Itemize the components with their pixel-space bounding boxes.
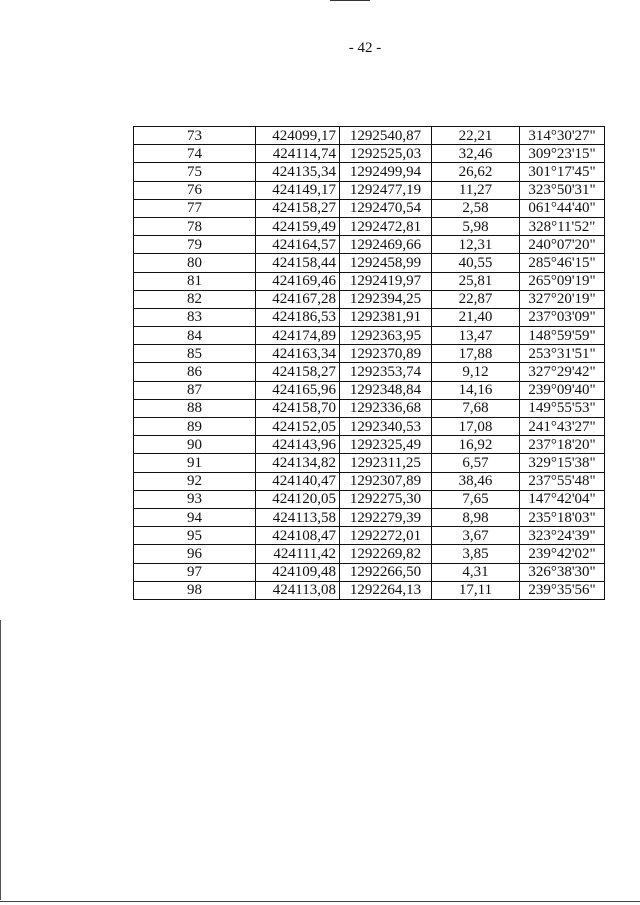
distance-cell: 3,67 xyxy=(432,527,520,545)
x-coordinate-cell: 424149,17 xyxy=(256,181,340,199)
y-coordinate-cell: 1292394,25 xyxy=(340,290,432,308)
table-row xyxy=(134,363,605,381)
point-number-cell: 81 xyxy=(134,272,256,290)
bearing-cell: 237°18'20" xyxy=(520,436,605,454)
point-number-cell: 78 xyxy=(134,217,256,235)
y-coordinate-cell: 1292470,54 xyxy=(340,199,432,217)
bearing-cell: 253°31'51" xyxy=(520,345,605,363)
x-coordinate-cell: 424158,44 xyxy=(256,254,340,272)
distance-cell: 4,31 xyxy=(432,563,520,581)
bearing-cell: 328°11'52" xyxy=(520,217,605,235)
x-coordinate-cell: 424169,46 xyxy=(256,272,340,290)
point-number-cell: 90 xyxy=(134,436,256,454)
table-row xyxy=(134,527,605,545)
x-coordinate-cell: 424158,27 xyxy=(256,199,340,217)
table-row xyxy=(134,436,605,454)
y-coordinate-cell: 1292266,50 xyxy=(340,563,432,581)
x-coordinate-cell: 424113,58 xyxy=(256,508,340,526)
bearing-cell: 147°42'04" xyxy=(520,490,605,508)
table-row xyxy=(134,290,605,308)
bearing-cell: 235°18'03" xyxy=(520,508,605,526)
table-row xyxy=(134,254,605,272)
bearing-cell: 149°55'53" xyxy=(520,399,605,417)
table-row xyxy=(134,381,605,399)
top-edge-line xyxy=(330,0,370,1)
page-number: - 42 - xyxy=(348,40,382,56)
y-coordinate-cell: 1292279,39 xyxy=(340,508,432,526)
table-row xyxy=(134,454,605,472)
point-number-cell: 94 xyxy=(134,508,256,526)
point-number-cell: 95 xyxy=(134,527,256,545)
point-number-cell: 97 xyxy=(134,563,256,581)
bearing-cell: 239°42'02" xyxy=(520,545,605,563)
bearing-cell: 323°50'31" xyxy=(520,181,605,199)
x-coordinate-cell: 424159,49 xyxy=(256,217,340,235)
bearing-cell: 241°43'27" xyxy=(520,418,605,436)
distance-cell: 9,12 xyxy=(432,363,520,381)
y-coordinate-cell: 1292472,81 xyxy=(340,217,432,235)
table-row xyxy=(134,345,605,363)
bearing-cell: 237°55'48" xyxy=(520,472,605,490)
coordinates-table-body xyxy=(134,127,605,600)
y-coordinate-cell: 1292311,25 xyxy=(340,454,432,472)
point-number-cell: 77 xyxy=(134,199,256,217)
point-number-cell: 80 xyxy=(134,254,256,272)
y-coordinate-cell: 1292419,97 xyxy=(340,272,432,290)
point-number-cell: 98 xyxy=(134,581,256,599)
bearing-cell: 326°38'30" xyxy=(520,563,605,581)
distance-cell: 5,98 xyxy=(432,217,520,235)
table-row xyxy=(134,163,605,181)
distance-cell: 7,68 xyxy=(432,399,520,417)
table-row xyxy=(134,418,605,436)
table-row xyxy=(134,127,605,145)
bearing-cell: 148°59'59" xyxy=(520,327,605,345)
distance-cell: 16,92 xyxy=(432,436,520,454)
page-bottom-edge-line xyxy=(0,901,640,902)
distance-cell: 7,65 xyxy=(432,490,520,508)
y-coordinate-cell: 1292325,49 xyxy=(340,436,432,454)
y-coordinate-cell: 1292275,30 xyxy=(340,490,432,508)
distance-cell: 2,58 xyxy=(432,199,520,217)
bearing-cell: 239°09'40" xyxy=(520,381,605,399)
distance-cell: 26,62 xyxy=(432,163,520,181)
x-coordinate-cell: 424167,28 xyxy=(256,290,340,308)
point-number-cell: 93 xyxy=(134,490,256,508)
x-coordinate-cell: 424186,53 xyxy=(256,308,340,326)
distance-cell: 13,47 xyxy=(432,327,520,345)
distance-cell: 14,16 xyxy=(432,381,520,399)
distance-cell: 6,57 xyxy=(432,454,520,472)
y-coordinate-cell: 1292269,82 xyxy=(340,545,432,563)
point-number-cell: 75 xyxy=(134,163,256,181)
coordinates-table xyxy=(133,126,605,600)
table-row xyxy=(134,545,605,563)
y-coordinate-cell: 1292381,91 xyxy=(340,308,432,326)
distance-cell: 22,87 xyxy=(432,290,520,308)
table-row xyxy=(134,399,605,417)
distance-cell: 17,11 xyxy=(432,581,520,599)
table-row xyxy=(134,308,605,326)
x-coordinate-cell: 424163,34 xyxy=(256,345,340,363)
y-coordinate-cell: 1292525,03 xyxy=(340,145,432,163)
x-coordinate-cell: 424158,70 xyxy=(256,399,340,417)
point-number-cell: 92 xyxy=(134,472,256,490)
distance-cell: 8,98 xyxy=(432,508,520,526)
x-coordinate-cell: 424111,42 xyxy=(256,545,340,563)
bearing-cell: 301°17'45" xyxy=(520,163,605,181)
bearing-cell: 314°30'27" xyxy=(520,127,605,145)
table-row xyxy=(134,145,605,163)
y-coordinate-cell: 1292499,94 xyxy=(340,163,432,181)
x-coordinate-cell: 424120,05 xyxy=(256,490,340,508)
x-coordinate-cell: 424114,74 xyxy=(256,145,340,163)
table-row xyxy=(134,199,605,217)
point-number-cell: 82 xyxy=(134,290,256,308)
table-row xyxy=(134,217,605,235)
x-coordinate-cell: 424165,96 xyxy=(256,381,340,399)
bearing-cell: 327°20'19" xyxy=(520,290,605,308)
bearing-cell: 240°07'20" xyxy=(520,236,605,254)
x-coordinate-cell: 424099,17 xyxy=(256,127,340,145)
y-coordinate-cell: 1292264,13 xyxy=(340,581,432,599)
distance-cell: 12,31 xyxy=(432,236,520,254)
y-coordinate-cell: 1292370,89 xyxy=(340,345,432,363)
distance-cell: 11,27 xyxy=(432,181,520,199)
distance-cell: 21,40 xyxy=(432,308,520,326)
point-number-cell: 87 xyxy=(134,381,256,399)
point-number-cell: 76 xyxy=(134,181,256,199)
y-coordinate-cell: 1292469,66 xyxy=(340,236,432,254)
x-coordinate-cell: 424174,89 xyxy=(256,327,340,345)
y-coordinate-cell: 1292336,68 xyxy=(340,399,432,417)
x-coordinate-cell: 424135,34 xyxy=(256,163,340,181)
bearing-cell: 309°23'15" xyxy=(520,145,605,163)
distance-cell: 17,08 xyxy=(432,418,520,436)
y-coordinate-cell: 1292307,89 xyxy=(340,472,432,490)
y-coordinate-cell: 1292458,99 xyxy=(340,254,432,272)
point-number-cell: 84 xyxy=(134,327,256,345)
x-coordinate-cell: 424113,08 xyxy=(256,581,340,599)
bearing-cell: 239°35'56" xyxy=(520,581,605,599)
page-left-edge-line xyxy=(0,620,1,900)
bearing-cell: 329°15'38" xyxy=(520,454,605,472)
distance-cell: 38,46 xyxy=(432,472,520,490)
x-coordinate-cell: 424108,47 xyxy=(256,527,340,545)
bearing-cell: 327°29'42" xyxy=(520,363,605,381)
point-number-cell: 83 xyxy=(134,308,256,326)
point-number-cell: 91 xyxy=(134,454,256,472)
table-row xyxy=(134,581,605,599)
distance-cell: 17,88 xyxy=(432,345,520,363)
table-row xyxy=(134,327,605,345)
bearing-cell: 237°03'09" xyxy=(520,308,605,326)
x-coordinate-cell: 424152,05 xyxy=(256,418,340,436)
y-coordinate-cell: 1292272,01 xyxy=(340,527,432,545)
x-coordinate-cell: 424164,57 xyxy=(256,236,340,254)
table-row xyxy=(134,563,605,581)
x-coordinate-cell: 424143,96 xyxy=(256,436,340,454)
point-number-cell: 79 xyxy=(134,236,256,254)
bearing-cell: 285°46'15" xyxy=(520,254,605,272)
distance-cell: 3,85 xyxy=(432,545,520,563)
distance-cell: 32,46 xyxy=(432,145,520,163)
table-row xyxy=(134,236,605,254)
x-coordinate-cell: 424109,48 xyxy=(256,563,340,581)
y-coordinate-cell: 1292353,74 xyxy=(340,363,432,381)
distance-cell: 25,81 xyxy=(432,272,520,290)
point-number-cell: 88 xyxy=(134,399,256,417)
bearing-cell: 061°44'40" xyxy=(520,199,605,217)
table-row xyxy=(134,181,605,199)
y-coordinate-cell: 1292363,95 xyxy=(340,327,432,345)
point-number-cell: 73 xyxy=(134,127,256,145)
point-number-cell: 86 xyxy=(134,363,256,381)
table-row xyxy=(134,472,605,490)
point-number-cell: 85 xyxy=(134,345,256,363)
y-coordinate-cell: 1292540,87 xyxy=(340,127,432,145)
x-coordinate-cell: 424140,47 xyxy=(256,472,340,490)
y-coordinate-cell: 1292340,53 xyxy=(340,418,432,436)
bearing-cell: 323°24'39" xyxy=(520,527,605,545)
point-number-cell: 96 xyxy=(134,545,256,563)
bearing-cell: 265°09'19" xyxy=(520,272,605,290)
y-coordinate-cell: 1292348,84 xyxy=(340,381,432,399)
table-row xyxy=(134,272,605,290)
distance-cell: 40,55 xyxy=(432,254,520,272)
point-number-cell: 74 xyxy=(134,145,256,163)
x-coordinate-cell: 424134,82 xyxy=(256,454,340,472)
point-number-cell: 89 xyxy=(134,418,256,436)
x-coordinate-cell: 424158,27 xyxy=(256,363,340,381)
distance-cell: 22,21 xyxy=(432,127,520,145)
table-row xyxy=(134,508,605,526)
table-row xyxy=(134,490,605,508)
y-coordinate-cell: 1292477,19 xyxy=(340,181,432,199)
